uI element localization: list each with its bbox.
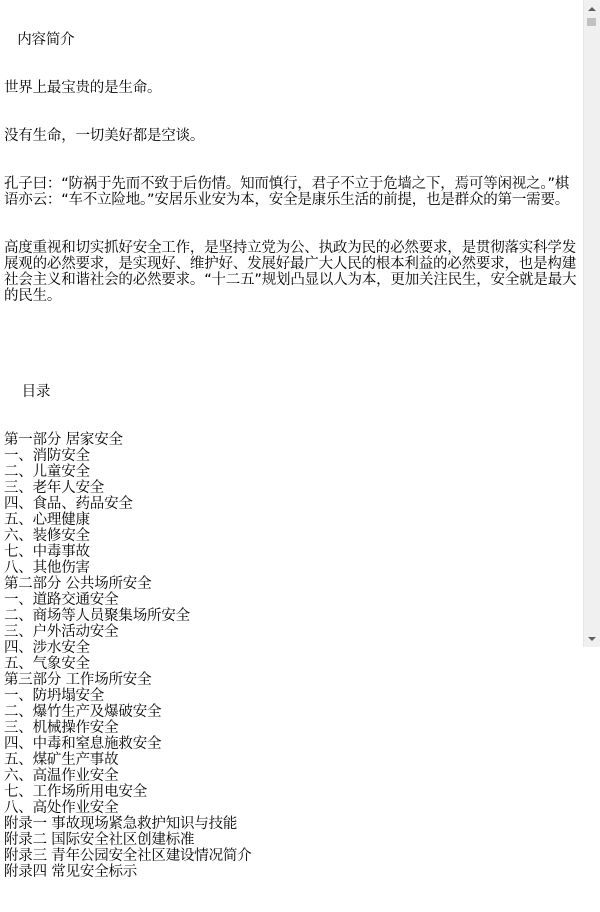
toc-item: 附录四 常见安全标示 bbox=[4, 864, 138, 880]
toc-item: 五、气象安全 bbox=[4, 656, 90, 672]
toc-item: 附录一 事故现场紧急救护知识与技能 bbox=[4, 816, 238, 832]
toc-item: 七、中毒事故 bbox=[4, 544, 90, 560]
toc-item: 八、高处作业安全 bbox=[4, 800, 119, 816]
intro-line: 世界上最宝贵的是生命。 bbox=[4, 80, 162, 96]
toc-item: 三、机械操作安全 bbox=[4, 720, 119, 736]
scroll-down-button[interactable] bbox=[584, 630, 600, 647]
arrow-up-icon bbox=[588, 7, 596, 11]
intro-line: 没有生命，一切美好都是空谈。 bbox=[4, 128, 205, 144]
intro-paragraph: 高度重视和切实抓好安全工作，是坚持立党为公、执政为民的必然要求，是贯彻落实科学发展观的必然要求，是实现好、维护好、发展好最广大人民的根本利益的必然要求，也是构建社会主义和谐社会的必然要求。“十二五”规划凸显以人为本，更加关注民生，安全就是最大的民生。 bbox=[4, 240, 577, 304]
toc-item: 第二部分 公共场所安全 bbox=[4, 576, 152, 592]
scroll-up-button[interactable] bbox=[584, 0, 600, 17]
toc-item: 六、高温作业安全 bbox=[4, 768, 119, 784]
toc-item: 第三部分 工作场所安全 bbox=[4, 672, 152, 688]
toc-item: 一、消防安全 bbox=[4, 448, 90, 464]
toc-item: 三、老年人安全 bbox=[4, 480, 105, 496]
intro-heading: 内容简介 bbox=[4, 32, 75, 48]
toc-item: 八、其他伤害 bbox=[4, 560, 90, 576]
arrow-down-icon bbox=[588, 637, 596, 641]
toc-item: 五、煤矿生产事故 bbox=[4, 752, 119, 768]
blank-line bbox=[4, 336, 583, 352]
toc-item: 五、心理健康 bbox=[4, 512, 90, 528]
toc-item: 七、工作场所用电安全 bbox=[4, 784, 147, 800]
toc-item: 第一部分 居家安全 bbox=[4, 432, 123, 448]
toc-item: 三、户外活动安全 bbox=[4, 624, 119, 640]
toc-item: 一、防坍塌安全 bbox=[4, 688, 105, 704]
toc-item: 四、中毒和窒息施救安全 bbox=[4, 736, 162, 752]
toc-item: 四、涉水安全 bbox=[4, 640, 90, 656]
toc-item: 一、道路交通安全 bbox=[4, 592, 119, 608]
toc-item: 六、装修安全 bbox=[4, 528, 90, 544]
toc-item: 二、商场等人员聚集场所安全 bbox=[4, 608, 190, 624]
toc-list bbox=[4, 432, 583, 880]
scroll-thumb[interactable] bbox=[587, 18, 596, 26]
toc-item: 二、儿童安全 bbox=[4, 464, 90, 480]
toc-item: 四、食品、药品安全 bbox=[4, 496, 133, 512]
toc-item: 附录二 国际安全社区创建标准 bbox=[4, 832, 195, 848]
vertical-scrollbar[interactable] bbox=[583, 0, 600, 647]
toc-heading: 目录 bbox=[4, 384, 51, 400]
intro-paragraph: 孔子曰：“防祸于先而不致于后伤情。知而慎行，君子不立于危墙之下，焉可等闲视之。”棋语亦云：“车不立险地。”安居乐业安为本，安全是康乐生活的前提，也是群众的第一需要。 bbox=[4, 176, 570, 208]
toc-item: 附录三 青年公园安全社区建设情况简介 bbox=[4, 848, 252, 864]
toc-item: 二、爆竹生产及爆破安全 bbox=[4, 704, 162, 720]
